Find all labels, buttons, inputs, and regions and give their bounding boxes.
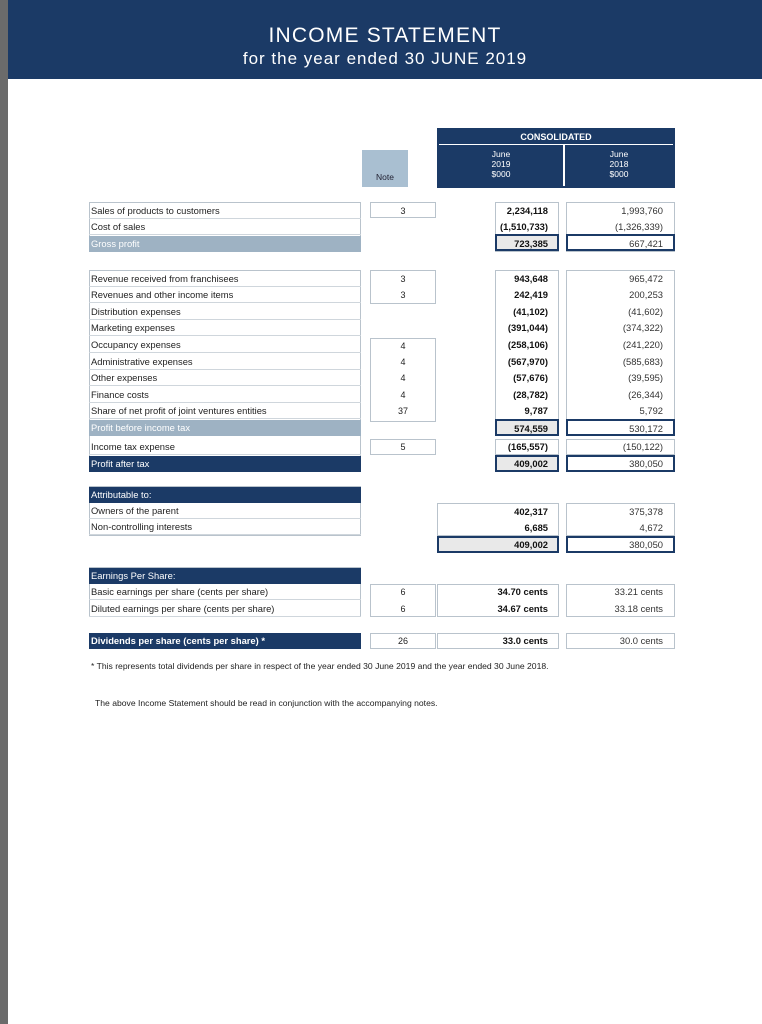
row-value-current: (567,970)	[507, 356, 548, 367]
row-value-prior: (39,595)	[628, 372, 663, 383]
row-label: Diluted earnings per share (cents per share)	[89, 601, 361, 617]
row-value-current: 9,787	[524, 405, 548, 416]
row-label: Revenues and other income items	[89, 287, 361, 303]
row-note: 4	[400, 357, 406, 367]
dividends-label: Dividends per share (cents per share) *	[89, 633, 361, 649]
gross-profit-current: 723,385	[514, 238, 548, 249]
consolidated-header: CONSOLIDATED	[439, 130, 673, 144]
row-note: 26	[397, 636, 408, 646]
row-label: Other expenses	[89, 370, 361, 386]
profit-before-tax-label: Profit before income tax	[89, 420, 361, 436]
row-label: Marketing expenses	[89, 320, 361, 336]
current-year-header: June 2019 $000	[439, 145, 563, 186]
row-label: Share of net profit of joint ventures entities	[89, 403, 361, 419]
row-value-current: 943,648	[514, 273, 548, 284]
profit-after-tax-prior: 380,050	[629, 458, 663, 469]
row-value-prior: (1,326,339)	[615, 221, 663, 232]
document-page	[8, 0, 762, 1024]
row-note: 6	[400, 587, 406, 597]
row-value-prior: (41,602)	[628, 306, 663, 317]
row-value-prior: 965,472	[629, 273, 663, 284]
profit-before-tax-current: 574,559	[514, 423, 548, 434]
row-value-current: 34.67 cents	[497, 603, 548, 614]
row-value-prior: 33.18 cents	[614, 603, 663, 614]
row-value-current: (28,782)	[513, 389, 548, 400]
profit-after-tax-label: Profit after tax	[89, 456, 361, 472]
row-value-current: 242,419	[514, 289, 548, 300]
row-value-prior: (585,683)	[622, 356, 663, 367]
row-value-prior: (374,322)	[622, 322, 663, 333]
prior-year-header: June 2018 $000	[565, 145, 673, 186]
row-note: 3	[400, 290, 406, 300]
row-value-prior: 5,792	[639, 405, 663, 416]
row-value-prior: 33.21 cents	[614, 586, 663, 597]
gross-profit-label: Gross profit	[89, 236, 361, 252]
row-value-current: (258,106)	[507, 339, 548, 350]
row-value-current: 6,685	[524, 522, 548, 533]
row-label: Distribution expenses	[89, 304, 361, 320]
row-label: Non-controlling interests	[89, 519, 361, 535]
attributable-heading: Attributable to:	[89, 487, 361, 503]
dividends-current: 33.0 cents	[502, 635, 548, 646]
row-value-prior: 1,993,760	[621, 205, 663, 216]
row-note: 4	[400, 373, 406, 383]
page-title: INCOME STATEMENT	[268, 24, 502, 47]
row-value-prior: (150,122)	[622, 441, 663, 452]
row-value-current: (165,557)	[507, 441, 548, 452]
row-label: Cost of sales	[89, 219, 361, 235]
row-value-current: 2,234,118	[506, 205, 548, 216]
row-label: Sales of products to customers	[89, 203, 361, 219]
eps-heading: Earnings Per Share:	[89, 568, 361, 584]
attributable-total-current: 409,002	[514, 539, 548, 550]
gross-profit-prior: 667,421	[629, 238, 663, 249]
row-note: 3	[400, 274, 406, 284]
row-label: Owners of the parent	[89, 503, 361, 519]
row-value-current: (1,510,733)	[500, 221, 548, 232]
row-value-current: (391,044)	[507, 322, 548, 333]
row-note: 3	[400, 206, 406, 216]
row-value-prior: 375,378	[629, 506, 663, 517]
row-label: Administrative expenses	[89, 354, 361, 370]
row-label: Revenue received from franchisees	[89, 271, 361, 287]
profit-before-tax-prior: 530,172	[629, 423, 663, 434]
row-note: 6	[400, 604, 406, 614]
page-header	[8, 0, 762, 79]
profit-after-tax-current: 409,002	[514, 458, 548, 469]
dividends-footnote: * This represents total dividends per share in respect of the year ended 30 June 2019 and the year ended 30 June 2018.	[91, 661, 549, 671]
row-value-current: (41,102)	[513, 306, 548, 317]
row-label: Basic earnings per share (cents per share)	[89, 584, 361, 600]
attributable-total-prior: 380,050	[629, 539, 663, 550]
row-value-prior: 4,672	[639, 522, 663, 533]
row-note: 37	[397, 406, 408, 416]
row-value-current: 34.70 cents	[497, 586, 548, 597]
row-note: 5	[400, 442, 406, 452]
row-value-prior: (26,344)	[628, 389, 663, 400]
row-value-current: (57,676)	[513, 372, 548, 383]
row-value-prior: 200,253	[629, 289, 663, 300]
row-value-current: 402,317	[514, 506, 548, 517]
row-label: Finance costs	[89, 387, 361, 403]
page-subtitle: for the year ended 30 JUNE 2019	[242, 49, 528, 68]
row-note: 4	[400, 341, 406, 351]
row-note: 4	[400, 390, 406, 400]
note-column-header: Note	[362, 150, 408, 187]
dividends-prior: 30.0 cents	[619, 635, 663, 646]
row-label: Income tax expense	[89, 439, 361, 455]
closing-note: The above Income Statement should be read in conjunction with the accompanying notes.	[95, 698, 438, 708]
row-value-prior: (241,220)	[622, 339, 663, 350]
row-label: Occupancy expenses	[89, 337, 361, 353]
